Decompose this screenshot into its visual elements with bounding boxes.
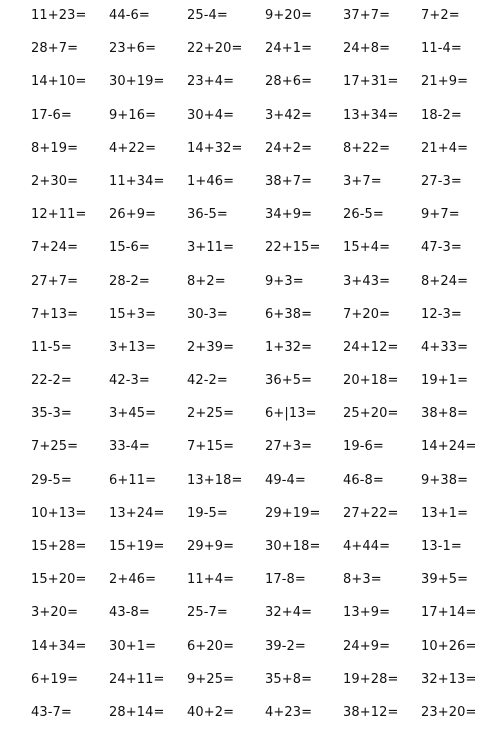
math-problem: 37+7= (343, 8, 391, 23)
math-problem: 15-6= (109, 240, 150, 256)
math-problem: 28+6= (265, 74, 313, 90)
math-problem: 29-5= (31, 472, 72, 488)
math-problem: 14+10= (31, 74, 87, 90)
math-problem: 8+19= (31, 140, 79, 156)
math-problem: 11+23= (31, 8, 87, 23)
math-problem: 11+34= (109, 173, 165, 189)
math-problem: 7+15= (187, 439, 235, 455)
math-problem: 47-3= (421, 240, 462, 256)
math-problem: 6+|13= (265, 406, 317, 422)
math-problem: 13+34= (343, 107, 399, 123)
math-problem: 29+19= (265, 505, 321, 521)
math-problem: 22+15= (265, 240, 321, 256)
math-problem: 23+20= (421, 704, 477, 720)
math-problem: 25-4= (187, 8, 228, 23)
math-problem: 7+13= (31, 306, 79, 322)
math-problem: 28+14= (109, 704, 165, 720)
math-problem: 2+30= (31, 173, 79, 189)
math-problem: 24+12= (343, 339, 399, 355)
math-problem: 33-4= (109, 439, 150, 455)
math-problem: 30+18= (265, 539, 321, 554)
math-problem: 3+13= (109, 339, 157, 355)
math-problem: 3+11= (187, 240, 235, 256)
math-problem: 24+9= (343, 638, 391, 654)
math-problem: 17+31= (343, 74, 399, 90)
math-problem: 22-2= (31, 373, 72, 389)
math-problem: 23+6= (109, 41, 157, 57)
math-problem: 40+2= (187, 704, 235, 720)
math-problem: 3+42= (265, 107, 313, 123)
math-problem: 13+18= (187, 472, 243, 488)
math-problem: 8+24= (421, 273, 469, 289)
math-problem: 11+4= (187, 572, 235, 588)
math-problem: 24+8= (343, 41, 391, 57)
math-problem: 26+9= (109, 207, 157, 223)
math-problem: 30+19= (109, 74, 165, 90)
math-problem: 36-5= (187, 207, 228, 223)
math-problem: 39-2= (265, 638, 306, 654)
math-problem: 6+38= (265, 306, 313, 322)
math-problem: 15+28= (31, 539, 87, 554)
math-problem: 12+11= (31, 207, 87, 223)
math-problem: 25-7= (187, 605, 228, 621)
math-problem: 14+24= (421, 439, 477, 455)
math-problem: 7+20= (343, 306, 391, 322)
math-problem: 6+11= (109, 472, 157, 488)
math-problem: 15+4= (343, 240, 391, 256)
math-problem: 27-3= (421, 173, 462, 189)
math-problem: 29+9= (187, 539, 235, 554)
math-problem: 12-3= (421, 306, 462, 322)
math-problem: 43-7= (31, 704, 72, 720)
math-problem: 19+28= (343, 671, 399, 687)
math-problem: 10+26= (421, 638, 477, 654)
math-problem: 4+44= (343, 539, 391, 554)
math-problem: 11-4= (421, 41, 462, 57)
math-problem: 6+19= (31, 671, 79, 687)
math-problem: 30+4= (187, 107, 235, 123)
math-problem: 43-8= (109, 605, 150, 621)
math-problem: 3+45= (109, 406, 157, 422)
math-problem: 30-3= (187, 306, 228, 322)
math-problem: 2+25= (187, 406, 235, 422)
math-problem: 15+3= (109, 306, 157, 322)
math-problem: 14+34= (31, 638, 87, 654)
math-problem: 17+14= (421, 605, 477, 621)
math-problem: 35+8= (265, 671, 313, 687)
math-problem: 32+13= (421, 671, 477, 687)
math-problem: 8+2= (187, 273, 226, 289)
math-problem: 19+1= (421, 373, 469, 389)
math-problem: 9+16= (109, 107, 157, 123)
math-problem: 44-6= (109, 8, 150, 23)
math-problem: 28-2= (109, 273, 150, 289)
math-problem: 4+23= (265, 704, 313, 720)
math-problem: 28+7= (31, 41, 79, 57)
math-problem: 24+2= (265, 140, 313, 156)
math-problem: 35-3= (31, 406, 72, 422)
math-problem: 21+9= (421, 74, 469, 90)
math-problem: 13+24= (109, 505, 165, 521)
math-problem: 42-3= (109, 373, 150, 389)
math-problem: 7+25= (31, 439, 79, 455)
math-problem: 34+9= (265, 207, 313, 223)
math-problem: 1+32= (265, 339, 313, 355)
math-problem: 25+20= (343, 406, 399, 422)
math-problem: 20+18= (343, 373, 399, 389)
math-problem: 9+38= (421, 472, 469, 488)
math-problem: 30+1= (109, 638, 157, 654)
math-problem: 19-6= (343, 439, 384, 455)
math-problem: 32+4= (265, 605, 313, 621)
math-problem: 24+1= (265, 41, 313, 57)
math-problem: 19-5= (187, 505, 228, 521)
math-problem: 38+12= (343, 704, 399, 720)
math-problem: 22+20= (187, 41, 243, 57)
math-problem: 4+33= (421, 339, 469, 355)
math-problem: 14+32= (187, 140, 243, 156)
math-problem: 3+7= (343, 173, 382, 189)
math-problem: 38+7= (265, 173, 313, 189)
math-problem: 21+4= (421, 140, 469, 156)
math-problem: 26-5= (343, 207, 384, 223)
math-problem: 9+7= (421, 207, 460, 223)
math-problem: 17-8= (265, 572, 306, 588)
math-problem: 49-4= (265, 472, 306, 488)
math-problem: 7+2= (421, 8, 460, 23)
math-problem: 27+3= (265, 439, 313, 455)
math-problem: 3+43= (343, 273, 391, 289)
math-problem: 2+39= (187, 339, 235, 355)
math-problem: 4+22= (109, 140, 157, 156)
math-problem: 9+20= (265, 8, 313, 23)
math-problem: 24+11= (109, 671, 165, 687)
math-problem: 38+8= (421, 406, 469, 422)
math-problem: 6+20= (187, 638, 235, 654)
math-problem: 13+1= (421, 505, 469, 521)
math-problem: 10+13= (31, 505, 87, 521)
math-problem: 8+3= (343, 572, 382, 588)
problem-grid (31, 4, 499, 734)
math-problem: 27+22= (343, 505, 399, 521)
math-problem: 13-1= (421, 539, 462, 554)
math-problem: 2+46= (109, 572, 157, 588)
math-problem: 18-2= (421, 107, 462, 123)
math-problem: 36+5= (265, 373, 313, 389)
math-problem: 8+22= (343, 140, 391, 156)
math-problem: 3+20= (31, 605, 79, 621)
math-problem: 1+46= (187, 173, 235, 189)
math-problem: 15+19= (109, 539, 165, 554)
math-problem: 7+24= (31, 240, 79, 256)
math-problem: 39+5= (421, 572, 469, 588)
math-problem: 23+4= (187, 74, 235, 90)
math-problem: 27+7= (31, 273, 79, 289)
math-problem: 11-5= (31, 339, 72, 355)
math-problem: 9+25= (187, 671, 235, 687)
math-problem: 13+9= (343, 605, 391, 621)
math-problem: 17-6= (31, 107, 72, 123)
math-problem: 15+20= (31, 572, 87, 588)
math-problem: 46-8= (343, 472, 384, 488)
math-problem: 42-2= (187, 373, 228, 389)
math-problem: 9+3= (265, 273, 304, 289)
